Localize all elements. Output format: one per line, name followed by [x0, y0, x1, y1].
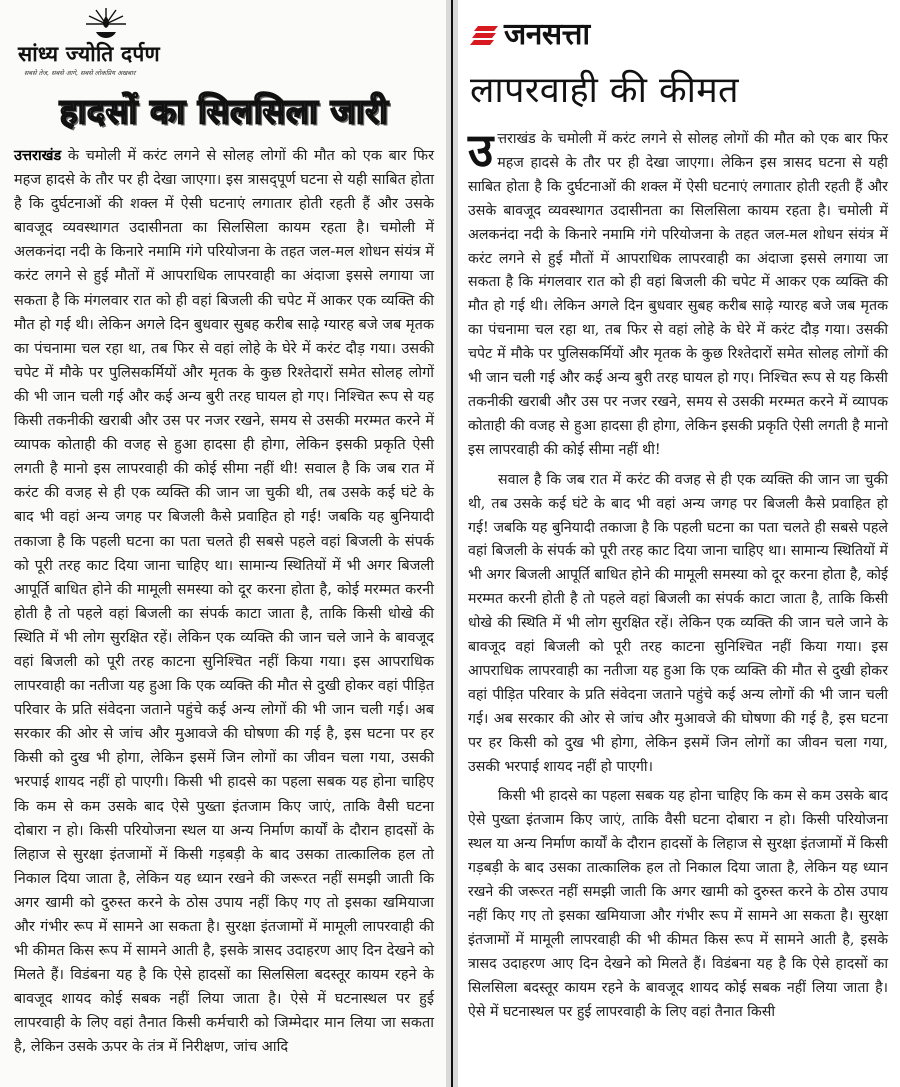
left-lead-word: उत्तराखंड	[14, 148, 62, 164]
left-headline: हादसों का सिलसिला जारी	[59, 92, 389, 132]
right-paragraph-2: सवाल है कि जब रात में करंट की वजह से ही एक व्यक्ति की जान जा चुकी थी, तब उसके कई घंटे के बाद भी वहां अन्य जगह पर बिजली कैसे प्रवाहित हो गई! जबकि यह बुनियादी तकाजा है कि पहली घटना का पता चलते ही सबसे पहले वहां बिजली के संपर्क को पूरी तरह काट दिया जाना चाहिए था। सामान्य स्थितियों में भी अगर बिजली आपूर्ति बाधित होने की मामूली समस्या को दूर करना होता है, कोई मरम्मत करनी होती है तो पहले वहां बिजली का संपर्क काटा जाता है, ताकि किसी धोखे की स्थिति में भी लोग सुरक्षित रहें। लेकिन एक व्यक्ति की जान चले जाने के बावजूद वहां बिजली को पूरी तरह काटना सुनिश्चित नहीं किया गया। इस आपराधिक लापरवाही का नतीजा यह हुआ कि एक व्यक्ति की मौत से दुखी होकर वहां पीड़ित परिवार के प्रति संवेदना जताने पहुंचे कई अन्य लोगों की भी जान चली गई। अब सरकार की ओर से जांच और मुआवजे की घोषणा की गई है, इस घटना पर हर किसी को दुख भी होगा, लेकिन इसमें जिन लोगों का जीवन चला गया, उसकी भरपाई शायद नहीं हो पाएगी।	[468, 471, 888, 775]
right-masthead-title: जनसत्ता	[504, 17, 590, 52]
right-masthead	[464, 6, 892, 64]
divider-line	[451, 0, 453, 1087]
left-body-text: के चमोली में करंट लगने से सोलह लोगों की मौत को एक बार फिर महज हादसे के तौर पर ही देखा जाएगा। इस त्रासद्पूर्ण घटना से यही साबित होता है कि दुर्घटनाओं की शक्ल में ऐसी घटनाएं लगातार होती रहती हैं और उसके बावजूद व्यवस्थागत उदासीनता का सिलसिला कायम रहता है। चमोली में अलकनंदा नदी के किनारे नमामि गंगे परियोजना के तहत जल-मल शोधन संयंत्र में करंट लगने से हुई मौतों में आपराधिक लापरवाही का अंदाजा इससे लगाया जा सकता है कि मंगलवार रात को ही वहां बिजली की चपेट में आकर एक व्यक्ति की मौत हो गई थी। लेकिन अगले दिन बुधवार सुबह करीब साढ़े ग्यारह बजे जब मृतक का पंचनामा चल रहा था, तब फिर से वहां लोहे के घेरे में करंट दौड़ गया। उसकी चपेट में मौके पर पुलिसकर्मियों और मृतक के कुछ रिश्तेदारों समेत सोलह लोगों की भी जान चली गई और कई अन्य बुरी तरह घायल हो गए। निश्चित रूप से यह किसी तकनीकी खराबी और उस पर नजर रखने, समय से उसकी मरम्मत करने में व्यापक कोताही की वजह से हुआ हादसा ही होगा, लेकिन इसकी प्रकृति ऐसी लगती है मानो इस लापरवाही की कोई सीमा नहीं थी! सवाल है कि जब रात में करंट की वजह से ही एक व्यक्ति की जान जा चुकी थी, तब उसके कई घंटे के बाद भी वहां अन्य जगह पर बिजली कैसे प्रवाहित हो गई! जबकि यह बुनियादी तकाजा है कि पहली घटना का पता चलते ही सबसे पहले वहां बिजली के संपर्क को पूरी तरह काट दिया जाना चाहिए था। सामान्य स्थितियों में भी अगर बिजली आपूर्ति बाधित होने की मामूली समस्या को दूर करना होता है, कोई मरम्मत करनी होती है तो पहले वहां बिजली का संपर्क काटा जाता है, ताकि किसी धोखे की स्थिति में भी लोग सुरक्षित रहें। लेकिन एक व्यक्ति की जान चले जाने के बावजूद वहां बिजली को पूरी तरह काटना सुनिश्चित नहीं किया गया। इस आपराधिक लापरवाही का नतीजा यह हुआ कि एक व्यक्ति की मौत से दुखी होकर वहां पीड़ित परिवार के प्रति संवेदना जताने पहुंचे कई अन्य लोगों की भी जान चली गई। अब सरकार की ओर से जांच और मुआवजे की घोषणा की गई है, इस घटना पर हर किसी को दुख भी होगा, लेकिन इसमें जिन लोगों का जीवन चला गया, उसकी भरपाई शायद नहीं हो पाएगी। किसी भी हादसे का पहला सबक यह होना चाहिए कि कम से कम उसके बाद ऐसे पुख्ता इंतजाम किए जाएं, ताकि वैसी घटना दोबारा न हो। किसी परियोजना स्थल या अन्य निर्माण कार्यों के दौरान हादसों के लिहाज से सुरक्षा इंतजामों में किसी गड़बड़ी के बाद उसका तात्कालिक हल तो निकाल दिया जाता है, लेकिन यह ध्यान रखने की जरूरत नहीं समझी जाती कि अगर खामी को दुरुस्त करने के ठोस उपाय नहीं किए गए तो इसका खमियाजा और गंभीर रूप में सामने आ सकता है। सुरक्षा इंतजामों में मामूली लापरवाही की भी कीमत किस रूप में सामने आती है, इसके त्रासद उदाहरण आए दिन देखने को मिलते हैं। विडंबना यह है कि ऐसे हादसों का सिलसिला बदस्तूर कायम रहने के बावजूद शायद कोई सबक नहीं लिया जाता है। ऐसे में घटनास्थल पर हुई लापरवाही के लिए वहां तैनात किसी कर्मचारी को जिम्मेदार मान लिया जा सकता है, लेकिन उसके ऊपर के तंत्र में निरीक्षण, जांच आदि	[14, 148, 434, 1056]
jansatta-logo	[470, 16, 680, 50]
right-clipping	[458, 0, 900, 1087]
red-stripes-icon	[470, 24, 500, 48]
dropcap-letter: उ	[468, 123, 494, 177]
right-paragraph-3: किसी भी हादसे का पहला सबक यह होना चाहिए कि कम से कम उसके बाद ऐसे पुख्ता इंतजाम किए जाएं, ताकि वैसी घटना दोबारा न हो। किसी परियोजना स्थल या अन्य निर्माण कार्यों के दौरान हादसों के लिहाज से सुरक्षा इंतजामों में किसी गड़बड़ी के बाद उसका तात्कालिक हल तो निकाल दिया जाता है, लेकिन यह ध्यान रखने की जरूरत नहीं समझी जाती कि अगर खामी को दुरुस्त करने के ठोस उपाय नहीं किए गए तो इसका खमियाजा और गंभीर रूप में सामने आ सकता है। सुरक्षा इंतजामों में मामूली लापरवाही की भी कीमत किस रूप में सामने आती है, इसके त्रासद उदाहरण आए दिन देखने को मिलते हैं। विडंबना यह है कि ऐसे हादसों का सिलसिला बदस्तूर कायम रहने के बावजूद शायद कोई सबक नहीं लिया जाता है। ऐसे में घटनास्थल पर हुई लापरवाही के लिए वहां तैनात किसी	[468, 788, 888, 1020]
right-article-body	[464, 123, 892, 1025]
lamp-logo-icon	[84, 6, 128, 42]
left-article-body	[14, 144, 434, 1060]
right-paragraph-1	[468, 123, 888, 463]
left-masthead	[14, 6, 434, 84]
left-masthead-title: सांध्य ज्योति दर्पण	[18, 41, 160, 66]
left-masthead-tagline: सबसे तेज, सबसे आगे, सबसे लोकप्रिय अखबार	[24, 69, 136, 77]
left-clipping	[0, 0, 446, 1087]
right-headline: लापरवाही की कीमत	[470, 70, 739, 111]
right-paragraph-1-text: त्तराखंड के चमोली में करंट लगने से सोलह लोगों की मौत को एक बार फिर महज हादसे के तौर पर ही देखा जाएगा। लेकिन इस त्रासद घटना से यही साबित होता है कि दुर्घटनाओं की शक्ल में ऐसी घटनाएं लगातार होती रहती हैं और उसके बावजूद व्यवस्थागत उदासीनता का सिलसिला कायम रहता है। चमोली में अलकनंदा नदी के किनारे नमामि गंगे परियोजना के तहत जल-मल शोधन संयंत्र में करंट लगने से हुई मौतों में आपराधिक लापरवाही का अंदाजा इससे लगाया जा सकता है कि मंगलवार रात को ही वहां बिजली की चपेट में आकर एक व्यक्ति की मौत हो गई थी। लेकिन अगले दिन बुधवार सुबह करीब साढ़े ग्यारह बजे जब मृतक का पंचनामा चल रहा था, तब फिर से वहां लोहे के घेरे में करंट दौड़ गया। उसकी चपेट में मौके पर पुलिसकर्मियों और मृतक के कुछ रिश्तेदारों समेत सोलह लोगों की भी जान चली गई और कई अन्य बुरी तरह घायल हो गए। निश्चित रूप से यह किसी तकनीकी खराबी और उस पर नजर रखने, समय से उसकी मरम्मत करने में व्यापक कोताही की वजह से हुआ हादसा ही होगा, लेकिन इसकी प्रकृति ऐसी लगती है मानो इस लापरवाही की कोई सीमा नहीं थी!	[468, 131, 888, 458]
